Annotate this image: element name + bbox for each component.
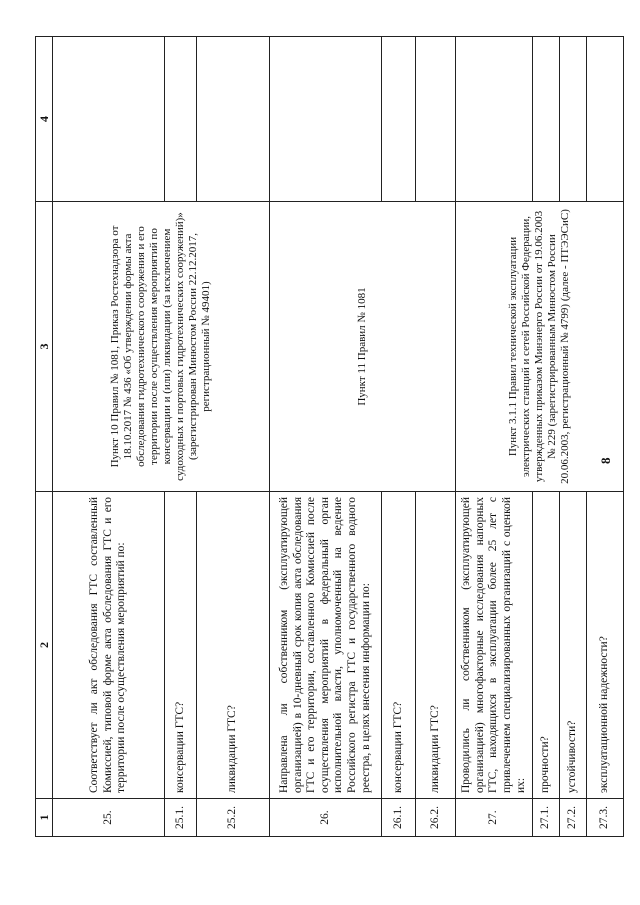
- table-row: [270, 37, 382, 837]
- item-question: консервации ГТС?: [382, 492, 416, 799]
- item-question: Соответствует ли акт обследования ГТС составленный Комиссией, типовой форме акта обследования ГТС и его территории после осуществления мероприятий по:: [53, 492, 165, 799]
- item-number: 25.2.: [197, 799, 270, 837]
- item-question: устойчивости?: [560, 492, 587, 799]
- item-number: 25.: [53, 799, 165, 837]
- item-note: [587, 37, 624, 202]
- item-number: 27.2.: [560, 799, 587, 837]
- table-row: [53, 37, 165, 837]
- item-number: 26.: [270, 799, 382, 837]
- item-note: [53, 37, 165, 202]
- item-question: эксплуатационной надежности?: [587, 492, 624, 799]
- requirements-table: [35, 36, 624, 837]
- item-question: ликвидации ГТС?: [197, 492, 270, 799]
- item-number: 27.1.: [533, 799, 560, 837]
- header-cell: 3: [36, 202, 53, 492]
- item-number: 26.1.: [382, 799, 416, 837]
- item-note: [560, 37, 587, 202]
- item-note: [197, 37, 270, 202]
- item-question: Проводились ли собственником (эксплуатирующей организацией) многофакторные исследования напорных ГТС, находящихся в эксплуатации более 25 лет с привлечением специализированных организаций с оценкой их:: [456, 492, 533, 799]
- item-note: [382, 37, 416, 202]
- item-legal-basis: Пункт 10 Правил № 1081, Приказ Ростехнадзора от 18.10.2017 № 436 «Об утверждении формы акта обследования гидротехнического сооружения и его территории после осуществления мероприятий по консервации и (или) ликвидации (за исключением судоходных и портовых гидротехнических сооружений)» (зарегистрирован Минюстом России 22.12.2017, регистрационный № 49401): [53, 202, 270, 492]
- header-cell: 2: [36, 492, 53, 799]
- item-legal-basis: Пункт 11 Правил № 1081: [270, 202, 456, 492]
- item-note: [533, 37, 560, 202]
- item-question: ликвидации ГТС?: [416, 492, 456, 799]
- item-number: 27.: [456, 799, 533, 837]
- table-row: [456, 37, 533, 837]
- table-header-row: [36, 37, 53, 837]
- item-number: 25.1.: [165, 799, 197, 837]
- item-number: 27.3.: [587, 799, 624, 837]
- item-question: прочности?: [533, 492, 560, 799]
- item-note: [416, 37, 456, 202]
- item-note: [165, 37, 197, 202]
- item-question: консервации ГТС?: [165, 492, 197, 799]
- item-legal-basis: Пункт 3.1.1 Правил технической эксплуатации электрических станций и сетей Российской Федерации, утвержденных приказом Минэнерго России от 19.06.2003 № 229 (зарегистрированным Минюстом России 20.06.2003, регистрационный № 4799) (далее - ПТЭЭСиС): [456, 202, 624, 492]
- item-number: 26.2.: [416, 799, 456, 837]
- item-note: [270, 37, 382, 202]
- page-number: 8: [598, 457, 613, 464]
- header-cell: 4: [36, 37, 53, 202]
- item-question: Направлена ли собственником (эксплуатирующей организацией) в 10-дневный срок копия акта обследования ГТС и его территории, составленного Комиссией после осуществления мероприятий в федеральный орган исполнительной власти, уполномоченный на ведение Российского регистра ГТС и государственного водного реестра, в целях внесения информации по:: [270, 492, 382, 799]
- item-note: [456, 37, 533, 202]
- header-cell: 1: [36, 799, 53, 837]
